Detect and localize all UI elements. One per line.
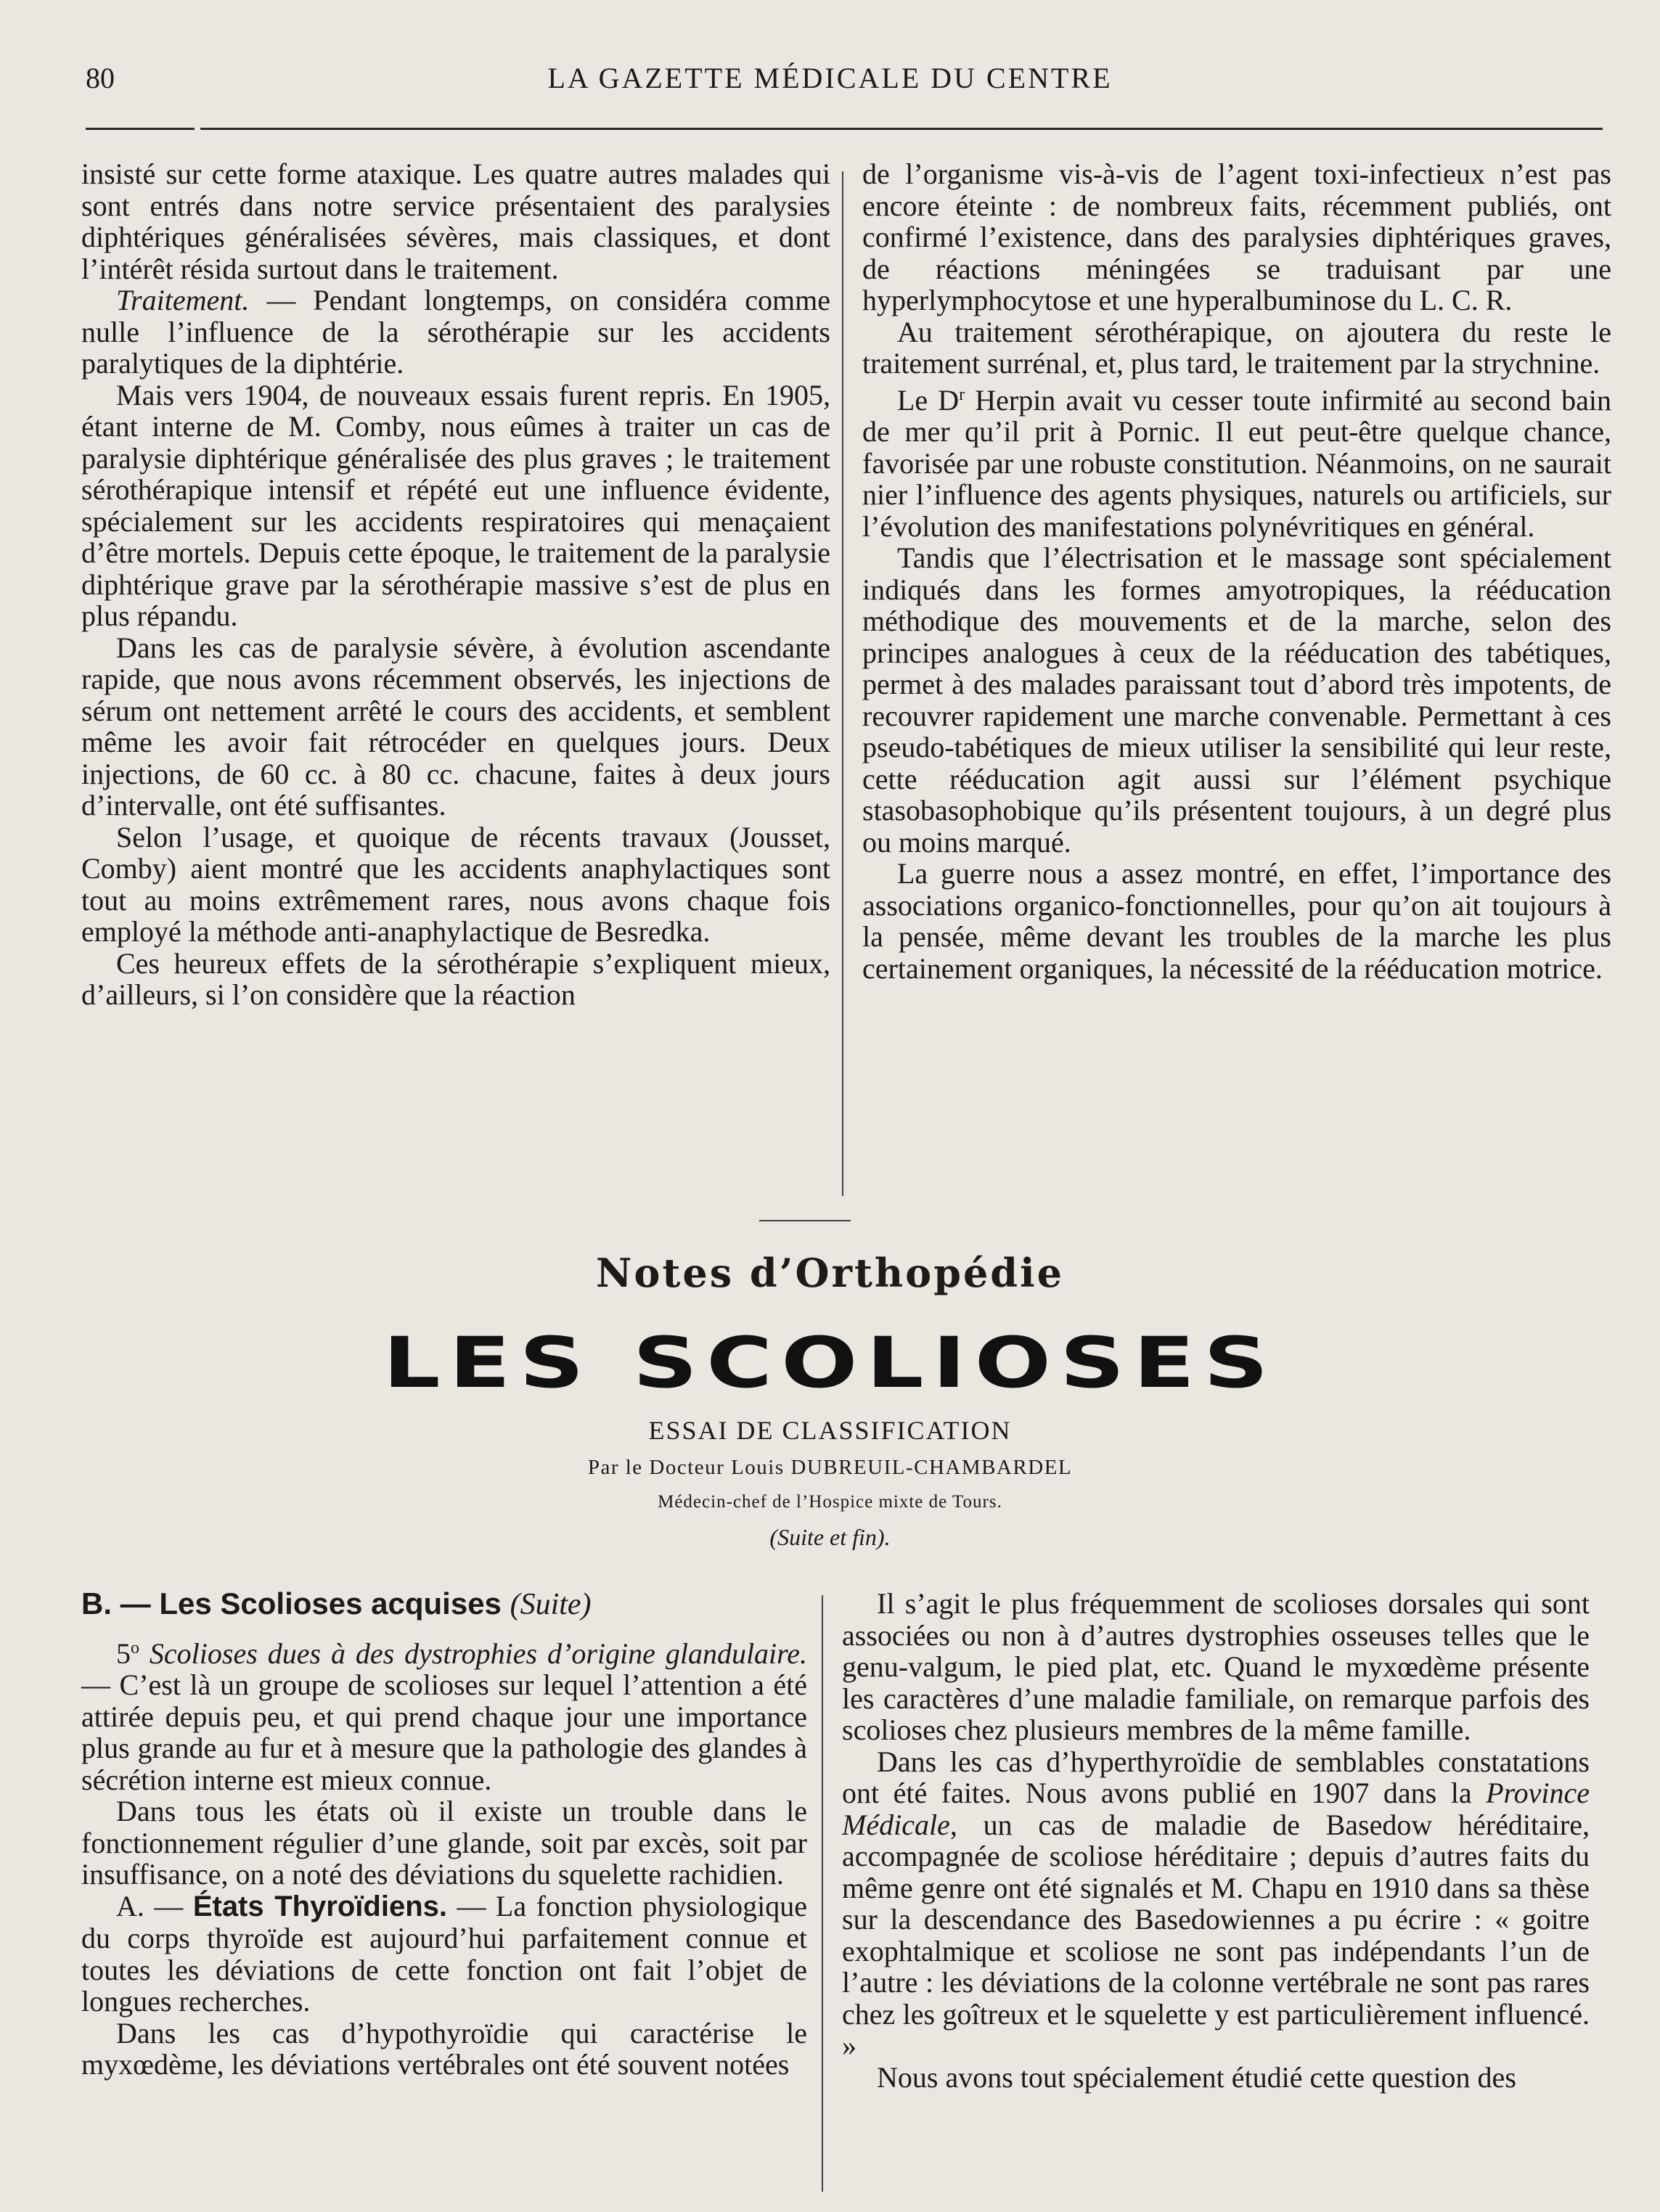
article-title: LES SCOLIOSES [383, 1322, 1277, 1404]
paragraph: insisté sur cette forme ataxique. Les quatre autres malades qui sont entrés dans notre service présentaient des paralysies diphtériques généralisées sévères, mais classiques, et dont l’intérêt résida surtout dans le traitement. [81, 157, 830, 285]
continuation-note: (Suite et fin). [769, 1524, 891, 1550]
paragraph-text: Herpin avait vu cesser toute infirmité au second bain de mer qu’il prit à Pornic. Il eut peut-être quelque chance, favorisée par une robuste constitution. Néanmoins, on ne saurait nier l’influence des agents physiques, naturels ou artificiels, sur l’évolution des manifestations polynévritiques en général. [862, 383, 1611, 543]
paragraph-label: A. — [116, 1889, 193, 1922]
paragraph: La guerre nous a assez montré, en effet, l’importance des associations organico-fonctionnelles, pour qu’on ait toujours à la pensée, même devant les troubles de la marche les plus certainement organiques, la nécessité de la rééducation motrice. [862, 857, 1611, 985]
paragraph: Il s’agit le plus fréquemment de scolioses dorsales qui sont associées ou non à d’autres dystrophies osseuses telles que le genu-valgum, le pied plat, etc. Quand le myxœdème présente les caractères d’une maladie familiale, on remarque parfois des scolioses chez plusieurs membres de la même famille. [842, 1587, 1590, 1746]
author-affiliation: Médecin-chef de l’Hospice mixte de Tours. [658, 1492, 1002, 1512]
journal-title: LA GAZETTE MÉDICALE DU CENTRE [547, 62, 1113, 94]
paragraph-text: — Pendant longtemps, on considéra comme nulle l’influence de la sérothérapie sur les accidents paralytiques de la diphtérie. [81, 284, 830, 380]
paragraph-text: , un cas de maladie de Basedow héréditaire, accompagnée de scoliose héréditaire ; depuis d’autres faits du même genre ont été signalés et M. Chapu en 1910 dans sa thèse sur la descendance des Basedowiennes a pu écrire : « goitre exophtalmique et scoliose ne sont pas indépendants l’un de l’autre : les déviations de la colonne vertébrale ne sont pas rares chez les goîtreux et le squelette y est particulièrement influencé. » [842, 1808, 1590, 2062]
top-right-column [862, 158, 1611, 984]
paragraph: Mais vers 1904, de nouveaux essais furent repris. En 1905, étant interne de M. Comby, nous eûmes à traiter un cas de paralysie diphtérique généralisée des plus graves ; le traitement sérothérapique intensif et répété eut une influence évidente, spécialement sur les accidents respiratoires qui menaçaient d’être mortels. Depuis cette époque, le traitement de la paralysie diphtérique grave par la sérothérapie massive s’est de plus en plus répandu. [81, 378, 830, 632]
paragraph-text: — La fonction physiologique du corps thyroïde est aujourd’hui parfaitement connue et toutes les déviations de cette fonction ont fait l’objet de longues recherches. [81, 1889, 807, 2018]
paragraph-title: États Thyroïdiens. [192, 1890, 448, 1922]
top-left-column [81, 158, 830, 1011]
paragraph-text: — C’est là un groupe de scolioses sur lequel l’attention a été attirée depuis peu, et qui prend chaque jour une importance plus grande au fur et à mesure que la pathologie des glandes à sécrétion interne est mieux connue. [81, 1668, 807, 1796]
paragraph: Dans les cas de paralysie sévère, à évolution ascendante rapide, que nous avons récemment observés, les injections de sérum ont nettement arrêté le cours des accidents, et semblent même les avoir fait rétrocéder en quelques jours. Deux injections, de 60 cc. à 80 cc. chacune, faites à deux jours d’intervalle, ont été suffisantes. [81, 631, 830, 822]
paragraph [862, 380, 1611, 543]
bottom-left-column [81, 1588, 807, 2081]
paragraph-label: Traitement. [116, 284, 250, 316]
bottom-right-column [842, 1588, 1590, 2093]
superscript: r [959, 385, 965, 404]
header-rule [200, 128, 1603, 130]
superscript: o [131, 1638, 139, 1658]
column-rule [822, 1595, 823, 2192]
article-subtitle: ESSAI DE CLASSIFICATION [648, 1416, 1012, 1445]
article-separator [759, 1220, 851, 1221]
heading-suite: (Suite) [510, 1588, 592, 1621]
journal-name: Province Médicale [842, 1777, 1590, 1841]
paragraph-text: Le D [897, 383, 960, 417]
paragraph: Nous avons tout spécialement étudié cette question des [877, 2060, 1516, 2094]
subsection-heading [81, 1588, 807, 1621]
paragraph: Dans tous les états où il existe un trouble dans le fonctionnement régulier d’une glande, soit par excès, soit par insuffisance, on a noté des déviations du squelette rachidien. [81, 1795, 807, 1891]
header-rule-short [86, 128, 195, 130]
section-heading: Notes d’Orthopédie [596, 1250, 1064, 1296]
byline: Par le Docteur Louis DUBREUIL-CHAMBARDEL [587, 1456, 1073, 1479]
paragraph-text: Dans les cas d’hyperthyroïdie de semblables constatations ont été faites. Nous avons publié en 1907 dans la [842, 1745, 1590, 1809]
column-rule [842, 171, 843, 1196]
heading-text: B. — Les Scolioses acquises [81, 1586, 510, 1621]
paragraph [81, 1891, 807, 2018]
paragraph-title: Scolioses dues à des dystrophies d’origine glandulaire. [139, 1637, 807, 1670]
page-number: 80 [86, 62, 115, 94]
paragraph: Au traitement sérothérapique, on ajoutera du reste le traitement surrénal, et, plus tard, le traitement par la strychnine. [862, 315, 1611, 380]
paragraph [81, 284, 830, 380]
paragraph [842, 1746, 1590, 2062]
paragraph: Tandis que l’électrisation et le massage sont spécialement indiqués dans les formes amyotropiques, la rééducation méthodique des mouvements et de la marche, selon des principes analogues à ceux de la rééducation des tabétiques, permet à des malades paraissant tout d’abord très impotents, de recouvrer rapidement une marche convenable. Permettant à ces pseudo-tabétiques de mieux utiliser la sensibilité qui leur reste, cette rééducation agit aussi sur l’élément psychique stasobasophobique qu’ils présentent toujours, à un degré plus ou moins marqué. [862, 541, 1611, 859]
paragraph: Dans les cas d’hypothyroïdie qui caractérise le myxœdème, les déviations vertébrales ont été souvent notées [81, 2016, 807, 2081]
paragraph: Selon l’usage, et quoique de récents travaux (Jousset, Comby) aient montré que les accidents anaphylactiques sont tout au moins extrêmement rares, nous avons chaque fois employé la méthode anti-anaphylactique de Besredka. [81, 820, 830, 948]
paragraph [81, 1633, 807, 1796]
paragraph: de l’organisme vis-à-vis de l’agent toxi-infectieux n’est pas encore éteinte : de nombreux faits, récemment publiés, ont confirmé l’existence, dans des paralysies diphtériques graves, de réactions méningées se traduisant par une hyperlymphocytose et une hyperalbuminose du L. C. R. [862, 157, 1611, 316]
paragraph-number: 5 [116, 1637, 131, 1670]
paragraph: Ces heureux effets de la sérothérapie s’expliquent mieux, d’ailleurs, si l’on considère que la réaction [81, 946, 830, 1011]
